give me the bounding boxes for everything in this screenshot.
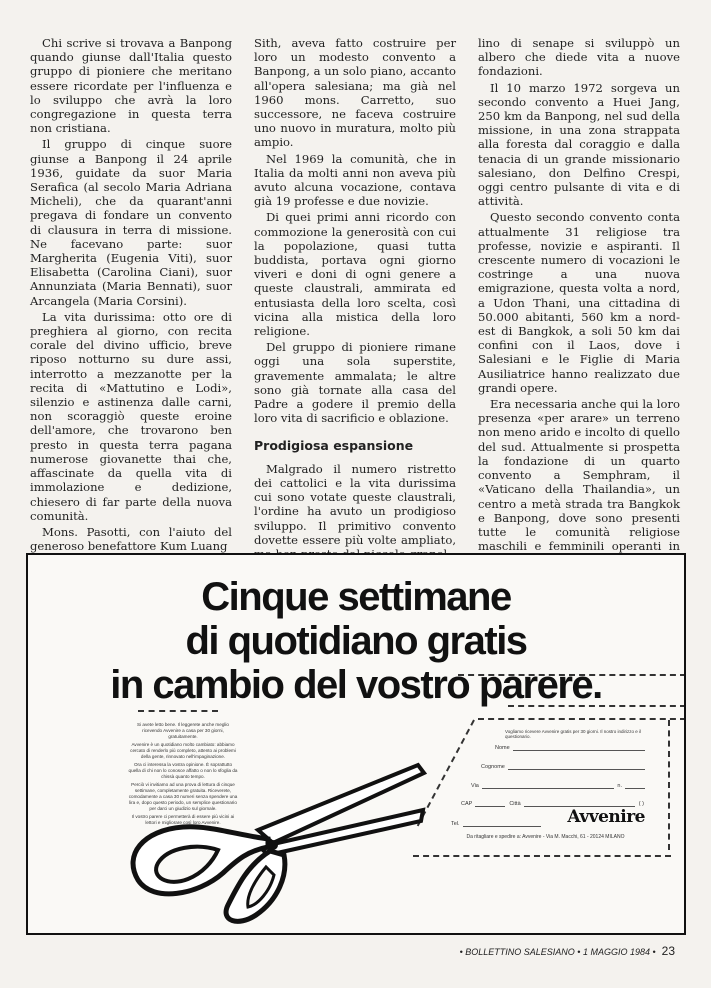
page-footer	[460, 944, 675, 958]
blurb-paragraph: Il vostro parere ci permetterà di essere più vicini ai lettori e migliorare così loro Avvenire.	[131, 814, 235, 825]
blurb-paragraph: Si avete letto bene. Il leggerete anche meglio ricevendo Avvenire a casa per 30 giorni, gratuitamente.	[137, 722, 229, 739]
coupon	[443, 723, 651, 848]
nome-field[interactable]	[513, 745, 645, 751]
paragraph: Questo secondo convento conta attualmente 31 religiose tra professe, novizie e aspiranti. Il crescente numero di vocazioni le costringe a una nuova emigrazione, questa volta a nord, a Udon Thani, una cittadina di 50.000 abitanti, 560 km a nord-est di Bangkok, a soli 50 km dai confini con il Laos, dove i Salesiani e le Figlie di Maria Ausiliatrice hanno realizzato due grandi opere.	[478, 210, 680, 395]
paragraph: Il 10 marzo 1972 sorgeva un secondo convento a Huei Jang, 250 km da Banpong, nel sud della missione, in una zona strappata alla foresta dal coraggio e dalla tenacia di un grande missionario salesiano, don Delfino Crespi, oggi centro pulsante di vita e di attività.	[478, 80, 680, 209]
page-number: 23	[661, 944, 675, 958]
coupon-row-tel	[451, 821, 541, 827]
field-label-cognome: Cognome	[481, 764, 505, 770]
ad-headline-line-2: di quotidiano gratis	[185, 619, 527, 663]
ad-headline-line-1: Cinque settimane	[201, 575, 511, 619]
numero-field[interactable]	[625, 783, 645, 789]
avvenire-logo: Avvenire	[567, 807, 645, 827]
ad-headline-line-3: in cambio del vostro parere.	[110, 663, 602, 707]
cut-line-top	[458, 674, 686, 676]
paragraph: Era necessaria anche qui la loro presenza «per arare» un terreno non meno arido e incolto di quello del sud. Attualmente si prospetta la fondazione di un quarto convento a Semphram, il «Vaticano della Thailandia», un centro a metà strada tra Bangkok e Banpong, dove sono presenti tutte le comunità religiose maschili e femminili operanti in	[478, 397, 680, 554]
article-column-2	[254, 36, 456, 546]
blurb-paragraph: Ora ci interessa la vostra opinione. È soprattutto quella di chi non lo conosce affatto o non lo sfoglia da chissà quanto tempo.	[128, 762, 238, 779]
cap-field[interactable]	[475, 801, 505, 807]
via-field[interactable]	[482, 783, 615, 789]
publication-line: • BOLLETTINO SALESIANO • 1 MAGGIO 1984 •	[459, 947, 656, 957]
paragraph: Malgrado il numero ristretto dei cattolici e la vita durissima cui sono votate queste claustrali, l'ordine ha avuto un prodigioso sviluppo. Il primitivo convento dovette essere più volte ampliato,	[254, 461, 456, 547]
paragraph: La vita durissima: otto ore di preghiera al giorno, con recita corale del divino ufficio, breve riposo notturno su dure assi, interrotto a mezzanotte per la recita di «Mattutino e Lodi», silenzio e astinenza dalle carni, non scoraggiò queste eroine dell'amore, che trovarono ben presto in questa terra pagana numerose giovanette thai che, affascinate da quella vita di immolazione e dedizione, chiesero di far parte della nuova comunità.	[30, 309, 232, 523]
cognome-field[interactable]	[508, 764, 645, 770]
cut-line-right	[668, 720, 670, 850]
ad-headline	[28, 575, 684, 707]
field-label-n: n.	[617, 783, 622, 789]
advertisement	[26, 553, 686, 935]
paragraph: Nel 1969 la comunità, che in Italia da molti anni non aveva più avuto alcuna vocazione, contava già 19 professe e due novizie.	[254, 151, 456, 209]
field-label-cap: CAP	[461, 801, 473, 807]
paragraph: Di quei primi anni ricordo con commozione la generosità con cui la popolazione, quasi tutta buddista, portava ogni giorno viveri e doni di ogni genere a queste claustrali, ammirata ed entusiasta della loro scelta, così vicina alla mistica della loro religione.	[254, 210, 456, 339]
coupon-address: Da ritagliare e spedire a: Avvenire - Via M. Macchi, 61 - 20124 MILANO	[466, 834, 625, 840]
paragraph: lino di senape si sviluppò un albero che diede vita a nuove fondazioni.	[478, 36, 680, 79]
cut-line-left	[138, 710, 218, 712]
field-label-prov: ( )	[638, 801, 644, 807]
field-label-nome: Nome	[495, 745, 510, 751]
blurb-paragraph: Perciò vi invitiamo ad una prova di lettura di cinque settimane, completamente gratuita. Riceverete, comodamente a casa 30 numeri senza spendere una lira e, dopo questo periodo, un semplice questionario per darci un giudizio sul giornale.	[128, 782, 238, 811]
tel-field[interactable]	[463, 821, 541, 827]
paragraph: Sith, aveva fatto costruire per loro un modesto convento a Banpong, a un solo piano, accanto all'opera salesiana; ma già nel 1960 mons. Carretto, suo successore, ne faceva costruire uno nuovo in muratura, molto più ampio.	[254, 36, 456, 150]
coupon-intro: Vogliamo ricevere Avvenire gratis per 30 giorni. Il nostro indirizzo e il questionario.	[505, 729, 641, 739]
blurb-paragraph: Avvenire è un quotidiano molto cambiato: abbiamo cercato di renderlo più completo, attento ai problemi della gente, rinnovato nell'impaginazione.	[130, 742, 236, 759]
coupon-row-nome	[495, 745, 645, 751]
field-label-citta: Città	[509, 801, 521, 807]
field-label-via: Via	[471, 783, 479, 789]
paragraph: Del gruppo di pioniere rimane oggi una sola superstite, gravemente ammalata; le altre sono già tornate alla casa del Padre a godere il premio della loro vita di sacrificio e oblazione.	[254, 340, 456, 426]
coupon-row-via	[471, 783, 645, 789]
cut-line-top-2	[508, 705, 686, 707]
paragraph: Chi scrive si trovava a Banpong quando giunse dall'Italia questo gruppo di pioniere che meritano essere ricordate per l'influenza e lo sviluppo che avrà la loro congregazione in questa terra non cristiana.	[30, 36, 232, 136]
field-label-tel: Tel.	[451, 821, 460, 827]
coupon-row-cognome	[481, 764, 645, 770]
cut-line-bottom	[413, 855, 671, 857]
cut-line-top-3	[478, 718, 686, 720]
article-column-3	[478, 36, 680, 554]
article-column-1	[30, 36, 232, 554]
paragraph: Il gruppo di cinque suore giunse a Banpong il 24 aprile 1936, guidate da suor Maria Serafica (al secolo Maria Adriana Micheli), che da quarant'anni pregava di fondare un convento di clausura in terra di missione. Ne facevano parte: suor Margherita (Eugenia Viti), suor Elisabetta (Carolina Ciani), suor Annunziata (Maria Bennati), suor Arcangela (Maria Corsini).	[30, 137, 232, 308]
section-heading: Prodigiosa espansione	[254, 438, 414, 454]
article-columns	[30, 36, 680, 554]
paragraph: Mons. Pasotti, con l'aiuto del generoso benefattore Kum Luang	[30, 524, 232, 554]
scissors-icon	[88, 755, 428, 925]
